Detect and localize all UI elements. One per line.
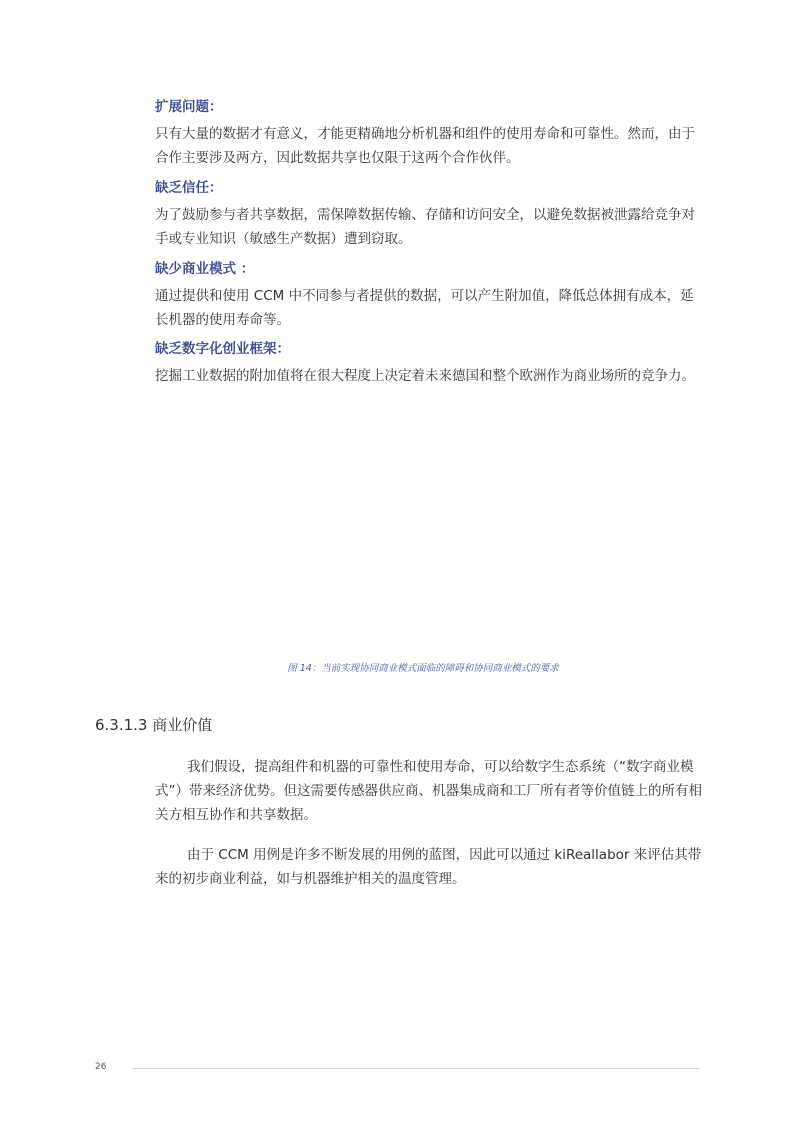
section-text: 为了鼓励参与者共享数据，需保障数据传输、存储和访问安全，以避免数据被泄露给竞争对手或专业知识（敏感生产数据）遭到窃取。 [155,207,695,247]
figure-caption: 图 14：当前实现协同商业模式面临的障碍和协同商业模式的要求 [287,663,559,674]
section-startup-framework [155,340,705,388]
section-text: 只有大量的数据才有意义，才能更精确地分析机器和组件的使用寿命和可靠性。然而，由于合作主要涉及两方，因此数据共享也仅限于这两个合作伙伴。 [155,126,695,166]
paragraph: 由于 CCM 用例是许多不断发展的用例的蓝图，因此可以通过 kiReallabor 来评估其带来的初步商业利益，如与机器维护相关的温度管理。 [155,847,702,887]
footer-divider [132,1068,700,1069]
page-number: 26 [95,1062,107,1072]
body-paragraph-2 [155,843,705,891]
section-heading: 扩展问题： [155,99,223,115]
body-paragraph-1 [155,755,705,827]
section-heading: 缺少商业模式 ： [155,261,255,277]
paragraph: 我们假设，提高组件和机器的可靠性和使用寿命，可以给数字生态系统（“数字商业模式”）带来经济优势。但这需要传感器供应商、机器集成商和工厂所有者等价值链上的所有相关方相互协作和共享数据。 [155,759,702,823]
section-business-model [155,260,705,332]
section-heading: 缺乏数字化创业框架： [155,341,290,357]
section-heading: 缺乏信任： [155,180,223,196]
section-text: 通过提供和使用 CCM 中不同参与者提供的数据，可以产生附加值，降低总体拥有成本，延长机器的使用寿命等。 [155,288,694,328]
section-text: 挖掘工业数据的附加值将在很大程度上决定着未来德国和整个欧洲作为商业场所的竞争力。 [155,368,695,384]
section-expansion [155,98,705,170]
section-title: 6.3.1.3 商业价值 [95,716,213,734]
section-trust [155,179,705,251]
